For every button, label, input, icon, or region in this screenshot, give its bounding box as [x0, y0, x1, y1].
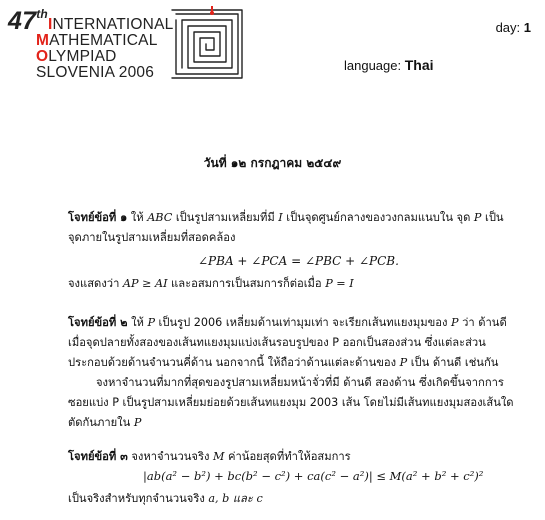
problem3-line1: โจทย์ข้อที่ ๓ จงหาจำนวนจริง M ค่าน้อยสุดที่ทำให้อสมการ	[68, 450, 351, 463]
problem2-line4: จงหาจำนวนที่มากที่สุดของรูปสามเหลี่ยมหน้าจั่วที่มี ด้านดี สองด้าน ซึ่งเกิดขึ้นจากการ	[96, 376, 504, 389]
problem1-formula: ∠PBA + ∠PCA = ∠PBC + ∠PCB.	[198, 254, 399, 268]
problem2-line6: ตัดกันภายใน P	[68, 416, 142, 429]
problem3-formula: |ab(a² − b²) + bc(b² − c²) + ca(c² − a²)| ≤ M(a² + b² + c²)²	[143, 469, 484, 483]
imo-logo-text: 47thINTERNATIONAL MATHEMATICAL OLYMPIAD SLOVENIA 2006	[8, 7, 174, 81]
problem3-line2: เป็นจริงสำหรับทุกจำนวนจริง a, b และ c	[68, 492, 263, 505]
problem1-line3: จงแสดงว่า AP ≥ AI และอสมการเป็นสมการก็ต่อเมื่อ P = I	[68, 277, 354, 290]
labyrinth-logo-icon	[168, 6, 246, 82]
problem2-line5: ซอยแบ่ง P เป็นรูปสามเหลี่ยมย่อยด้วยเส้นทแยงมุม 2003 เส้น โดยไม่มีเส้นทแยงมุมสองเส้นใด	[68, 396, 514, 409]
language-indicator: language: Thai	[344, 57, 434, 73]
problem2-line3: ประกอบด้วยด้านจำนวนคี่ด้าน นอกจากนี้ ให้ถือว่าด้านแต่ละด้านของ P เป็น ด้านดี เช่นกัน	[68, 356, 499, 369]
problem1-line2: จุดภายในรูปสามเหลี่ยมที่สอดคล้อง	[68, 231, 236, 244]
day-indicator: day: 1	[495, 20, 531, 35]
edition-number: 47th	[8, 7, 48, 35]
problem2-line2: เมื่อจุดปลายทั้งสองของเส้นทแยงมุมแบ่งเส้นรอบรูปของ P ออกเป็นสองส่วน ซึ่งแต่ละส่วน	[68, 336, 486, 349]
exam-date: วันที่ ๑๒ กรกฎาคม ๒๕๔๙	[203, 156, 342, 170]
logo-location: SLOVENIA 2006	[36, 64, 155, 81]
problem1-line1: โจทย์ข้อที่ ๑ ให้ ABC เป็นรูปสามเหลี่ยมที่มี I เป็นจุดศูนย์กลางของวงกลมแนบใน จุด P เป็น	[68, 211, 504, 224]
problem2-line1: โจทย์ข้อที่ ๒ ให้ P เป็นรูป 2006 เหลี่ยมด้านเท่ามุมเท่า จะเรียกเส้นทแยงมุมของ P ว่า ด้านดี	[68, 316, 507, 329]
